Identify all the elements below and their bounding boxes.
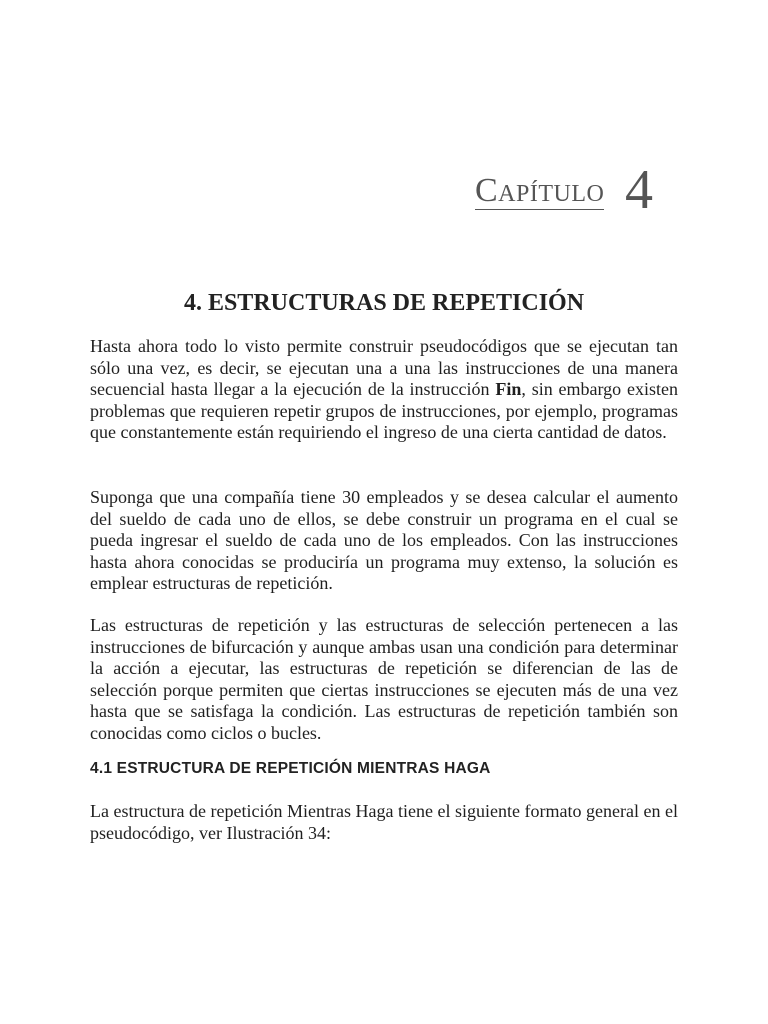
keyword-fin: Fin: [495, 379, 522, 400]
paragraph-intro: [90, 336, 678, 444]
chapter-heading: [475, 159, 675, 224]
paragraph-intro-text-start: Hasta ahora todo lo visto permite construir pseudocódigos que se ejecutan tan sólo una vez, es decir, se ejecutan una a una las instrucciones de una manera secuencial hasta llegar a la ejecución de la instrucción: [90, 336, 678, 400]
paragraph-format: La estructura de repetición Mientras Haga tiene el siguiente formato general en el pseudocódigo, ver Ilustración 34:: [90, 801, 678, 843]
chapter-number: 4: [625, 159, 653, 221]
chapter-word: Capítulo: [475, 172, 605, 209]
paragraph-comparison: Las estructuras de repetición y las estructuras de selección pertenecen a las instrucciones de bifurcación y aunque ambas usan una condición para determinar la acción a ejecutar, las estructuras de repetición se diferencian de las de selección porque permiten que ciertas instrucciones se ejecuten más de una vez hasta que se satisfaga la condición. Las estructuras de repetición también son conocidas como ciclos o bucles.: [90, 615, 678, 743]
paragraph-example: Suponga que una compañía tiene 30 empleados y se desea calcular el aumento del sueldo de cada uno de ellos, se debe construir un programa en el cual se pueda ingresar el sueldo de cada uno de los empleados. Con las instrucciones hasta ahora conocidas se produciría un programa muy extenso, la solución es emplear estructuras de repetición.: [90, 487, 678, 594]
section-title: 4. ESTRUCTURAS DE REPETICIÓN: [183, 290, 585, 316]
paragraph-intro-text-end: , sin embargo existen problemas que requieren repetir grupos de instrucciones, por ejemplo, programas que constantemente están requiriendo el ingreso de una cierta cantidad de datos.: [90, 379, 679, 443]
subsection-heading: 4.1 ESTRUCTURA DE REPETICIÓN MIENTRAS HAGA: [90, 760, 491, 777]
